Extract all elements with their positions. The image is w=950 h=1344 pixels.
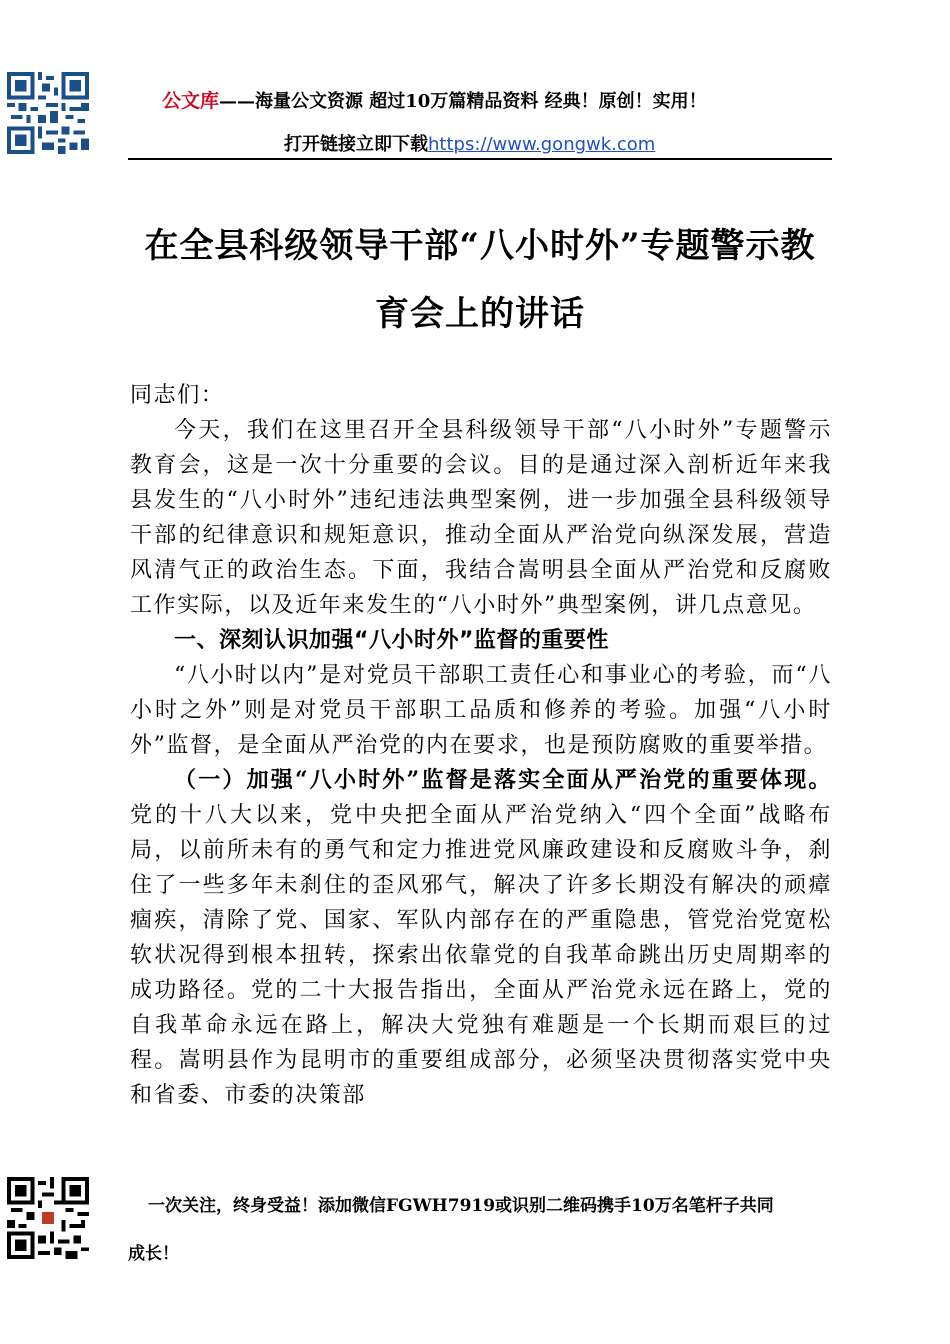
subsection-text-1: 党的十八大以来，党中央把全面从严治党纳入“四个全面”战略布局，以前所未有的勇气和定力推进党风廉政建设和反腐败斗争，刹住了一些多年未刹住的歪风邪气，解决了许多长期没有解决的顽瘴痼疾，清除了党、国家、军队内部存在的严重隐患，管党治党宽松软状况得到根本扭转，探索出依靠党的自我革命跳出历史周期率的成功路径。党的二十大报告指出，全面从严治党永远在路上，党的自我革命永远在路上，解决大党独有难题是一个长期而艰巨的过程。嵩明县作为昆明市的重要组成部分，必须坚决贯彻落实党中央和省委、市委的决策部 — [130, 803, 832, 1108]
download-prefix: 打开链接立即下载 — [284, 134, 428, 155]
tagline-text: ——海量公文资源 超过10万篇精品资料 经典！原创！实用！ — [219, 91, 707, 112]
download-line — [284, 130, 655, 156]
title-line-1: 在全县科级领导干部“八小时外”专题警示教 — [144, 226, 816, 266]
document-title — [128, 212, 832, 348]
greeting: 同志们： — [130, 383, 225, 408]
footer-promo-end: 成长！ — [128, 1244, 179, 1264]
qr-code-icon[interactable] — [7, 72, 89, 154]
download-link[interactable]: https://www.gongwk.com — [428, 134, 656, 155]
paragraph-subsection1 — [130, 763, 832, 1113]
document-body — [130, 378, 832, 1113]
paragraph-intro: 今天，我们在这里召开全县科级领导干部“八小时外”专题警示教育会，这是一次十分重要的会议。目的是通过深入剖析近年来我县发生的“八小时外”违纪违法典型案例，进一步加强全县科级领导干部的纪律意识和规矩意识，推动全面从严治党向纵深发展，营造风清气正的政治生态。下面，我结合嵩明县全面从严治党和反腐败工作实际，以及近年来发生的“八小时外”典型案例，讲几点意见。 — [130, 418, 832, 618]
title-line-2: 育会上的讲话 — [375, 294, 585, 334]
brand-name: 公文库 — [162, 90, 220, 112]
subsection-heading-1: （一）加强“八小时外”监督是落实全面从严治党的重要体现。 — [174, 767, 832, 793]
section-heading-1: 一、深刻认识加强“八小时外”监督的重要性 — [174, 628, 609, 653]
header-tagline — [162, 86, 707, 113]
footer-promo: 一次关注，终身受益！添加微信FGWH7919或识别二维码携手10万名笔杆子共同 — [148, 1196, 774, 1216]
qr-code-icon[interactable] — [7, 1177, 89, 1259]
paragraph-section1: “八小时以内”是对党员干部职工责任心和事业心的考验，而“八小时之外”则是对党员干部职工品质和修养的考验。加强“八小时外”监督，是全面从严治党的内在要求，也是预防腐败的重要举措。 — [130, 663, 832, 758]
header-divider — [128, 158, 832, 160]
